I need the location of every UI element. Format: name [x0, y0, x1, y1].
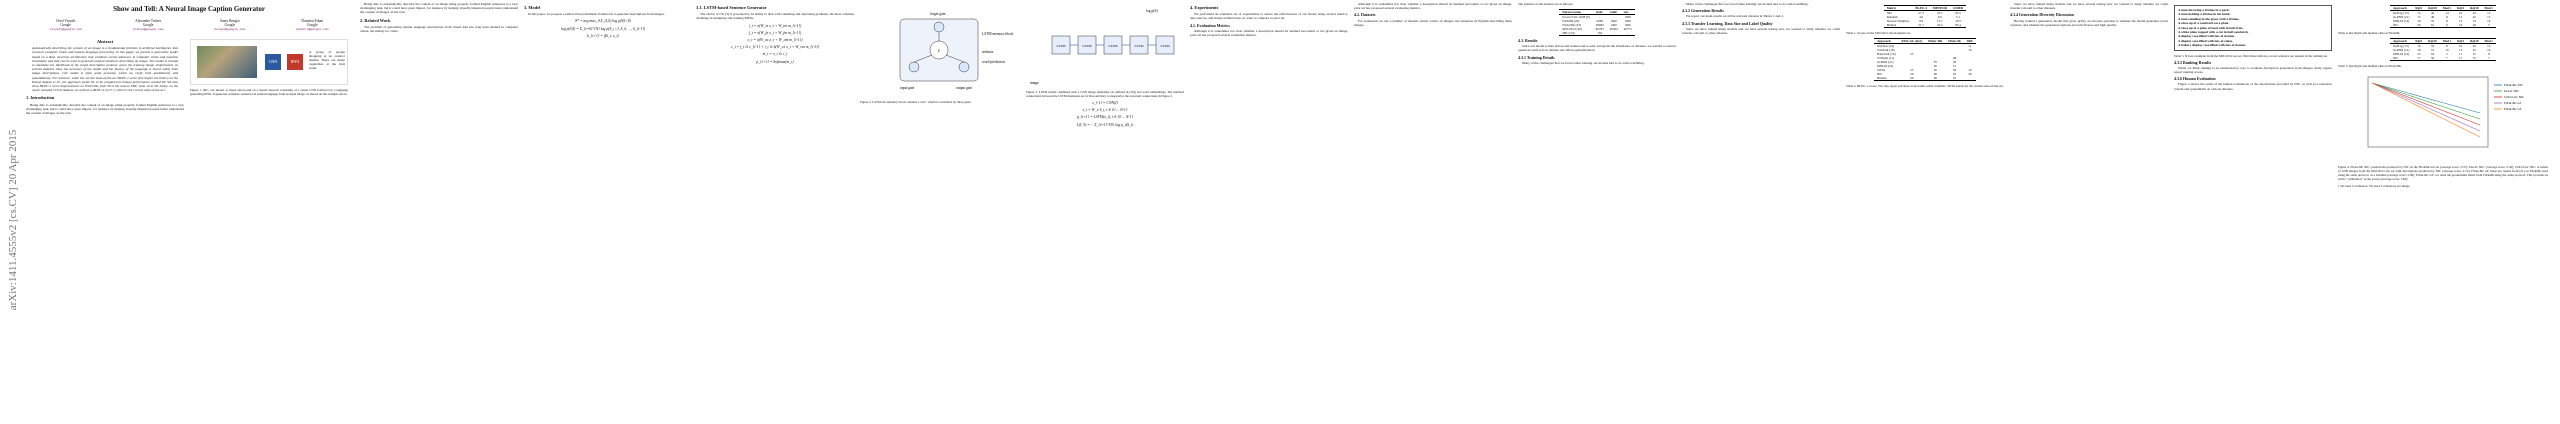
page-8	[2336, 2, 2556, 420]
ranking-f8k-cell: 12	[2459, 15, 2463, 19]
lstm-eq-5: m_t = o_t ⊙ c_t	[762, 52, 788, 57]
nbest-sample-line: A man holding a frisbee in his hand.	[2178, 12, 2231, 17]
lstm-eq-1: i_t = σ(W_ix x_t + W_im m_{t-1})	[748, 23, 802, 28]
page-2-left-column	[360, 2, 518, 35]
bleu1-cell: 70	[1952, 76, 1957, 80]
page-2-right-column	[524, 2, 682, 41]
lstm-box-group	[1052, 36, 1174, 54]
page-3-left-column	[696, 2, 854, 67]
bleu1-cell: 51	[1952, 64, 1957, 68]
bleu1-cell: 56	[1933, 64, 1937, 68]
lstm-diagram-svg	[860, 5, 1018, 97]
paper-title: Show and Tell: A Neural Image Caption Generator	[113, 5, 265, 13]
ranking-f8k-cell: 42	[2472, 15, 2476, 19]
bleu1-cell: 19	[1968, 68, 1972, 72]
ranking-f8k-header-cell: R@10	[2470, 6, 2479, 10]
plot-legend	[2494, 83, 2524, 111]
table-5-caption: Table 5. Recall@k and median rank on Flickr30k.	[2338, 64, 2402, 68]
dataset-cell: 1000	[1610, 19, 1617, 23]
unroll-eq-3: p_{t+1} = LSTM(x_t), t ∈ {0 ... N-1}	[1076, 115, 1134, 120]
dataset-header-cell: train	[1595, 10, 1603, 14]
page-1	[24, 2, 354, 420]
ranking-flickr8k-table	[2390, 5, 2496, 28]
ranking-f8k-cell: 18	[2417, 19, 2421, 23]
equation-1: θ* = arg max_θ Σ_(I,S) log p(S|I; θ)	[575, 19, 631, 24]
abstract-heading: Abstract	[96, 39, 114, 44]
dataset-cell: 1000	[1624, 23, 1631, 27]
human-eval-paragraph: Figure 4 shows the result of the human evaluations of the descriptions provided by NIC, as well as a reference system and groundtruth on various datasets.	[2174, 82, 2332, 91]
generation-heading: 4.3.2 Generation Results	[1682, 8, 1724, 14]
ranking-f30k-cell: 18	[2417, 48, 2421, 52]
ranking-flickr30k-table	[2390, 38, 2496, 61]
generation-paragraph: We report our main results on all the relevant datasets in Tables 1 and 2.	[1686, 14, 1784, 19]
lstm-eq-2: f_t = σ(W_fx x_t + W_fm m_{t-1})	[748, 30, 802, 35]
bleu1-cell: 55	[1933, 60, 1937, 64]
coco-cell: 36.5	[1955, 19, 1961, 23]
experiments-paragraph: We performed an extensive set of experiments to assess the effectiveness of our model using several metrics, data sources, and model architectures, in order to compare to prior art.	[1190, 12, 1348, 21]
ranking-f8k-cell: 64	[2472, 23, 2476, 27]
arxiv-id: arXiv:1411.4555v2 [cs.CV] 20 Apr 2015	[7, 129, 19, 311]
model-heading: 3. Model	[524, 5, 541, 10]
ranking-f8k-cell: 15	[2487, 11, 2491, 15]
datasets-paragraph: For evaluation we use a number of datasets which consist of images and sentences in English describing these images.	[1354, 18, 1512, 27]
ranking-f8k-row	[2390, 23, 2496, 28]
ranking-f30k-cell: 51	[2430, 48, 2435, 52]
ranking-f30k-cell: 55	[2430, 44, 2435, 48]
lstm-eq-6: p_{t+1} = Softmax(m_t)	[756, 59, 794, 64]
dataset-table-header	[1559, 10, 1634, 15]
logprob-label: log p(S)	[1146, 9, 1158, 13]
page-7-left-column	[2010, 2, 2168, 29]
human-eval-heading: 4.3.6 Human Evaluation	[2174, 76, 2216, 82]
ranking-f8k-cell: 19	[2459, 23, 2463, 27]
ranking-f30k-header-cell: R@1	[2457, 39, 2465, 43]
bleu1-header-cell: PASCAL (xfer)	[1901, 39, 1923, 43]
bleu1-cell: 25	[1910, 52, 1914, 56]
coco-cell: 25.2	[1937, 23, 1943, 27]
unrolled-lstm-svg	[1026, 4, 1184, 88]
ranking-f30k-cell: 10	[2459, 44, 2463, 48]
coco-cell: 15.7	[1937, 19, 1943, 23]
page-5-left-column	[1354, 2, 1512, 29]
language-rnn-block: RNN	[287, 54, 303, 70]
coco-scores-table	[1884, 5, 1966, 28]
ranking-f30k-row	[2390, 56, 2496, 61]
intro-paragraph: Being able to automatically describe the content of an image using properly formed English sentences is a very challenging task, but it could have great impact, for instance by helping visually impaired people better understand the content of images on the web.	[26, 102, 184, 116]
results-heading: 4.3. Results	[1518, 38, 1538, 43]
coco-cell: Random	[1886, 15, 1898, 19]
ranking-f30k-cell: 45	[2472, 44, 2476, 48]
dataset-table-intro: The statistics of the datasets are as follows:	[1518, 2, 1574, 6]
figure-2-caption: Figure 2. LSTM: the memory block contains a cell c which is controlled by three gates.	[860, 100, 972, 104]
results-paragraph: Since our model is data driven and trained end-to-end, and given the abundance of datasets, we wanted to answer questions such as how dataset size affects generalization.	[1518, 44, 1676, 53]
ranking-f30k-header-cell: R@10	[2470, 39, 2479, 43]
dataset-cell: -	[1599, 15, 1601, 19]
equation-3: h_{t+1} = f(h_t, x_t)	[587, 33, 619, 38]
ranking-f8k-cell: 55	[2430, 19, 2435, 23]
ranking-f30k-cell: MNLM [14]	[2393, 52, 2410, 56]
bleu1-cell: m-RNN [21]	[1877, 60, 1894, 64]
ranking-f30k-cell: 7	[2446, 56, 2448, 60]
ranking-f30k-cell: 8	[2487, 52, 2490, 56]
figure-4-human-eval-plot	[2338, 71, 2548, 163]
ranking-f30k-cell: 23	[2417, 52, 2421, 56]
ranking-f8k-cell: NIC	[2393, 23, 2399, 27]
bleu1-cell: TreeTalk [18]	[1877, 48, 1895, 52]
ranking-heading: 4.3.5 Ranking Results	[2174, 59, 2212, 65]
nbest-sample-line: A white plate topped with a cut in half sandwich.	[2178, 30, 2249, 35]
ranking-f30k-cell: 17	[2417, 56, 2421, 60]
author-1: Oriol Vinyals Google vinyals@google.com	[49, 19, 82, 31]
coco-header-cell: CIDER	[1952, 6, 1964, 10]
page-3-right-column	[860, 2, 1018, 107]
bleu1-header-cell: SBU	[1966, 39, 1973, 43]
dataset-cell: Flickr30k [33]	[1562, 23, 1581, 27]
related-paragraph: The problem of generating natural language descriptions from visual data has long been studied in computer vision, but mainly for video.	[360, 24, 518, 34]
ranking-f8k-cell: 5	[2487, 23, 2490, 27]
ranking-f8k-cell: 61	[2430, 23, 2435, 27]
ranking-f8k-cell: 8	[2446, 19, 2448, 23]
figure-4-caption: Figure 4. Flickr-8k: NIC: predictions produced by NIC on the Flickr8k test set (average score: 2.37); Pascal: NIC: (average score: 2.45); COCO-1k: NIC: A subset of 1000 images from the MSCOCO test set with descriptions produced by NIC (average score: 2.72); Flickr-8k: ref: these are results from [21] on Flickr8k rated using the same protocol, as a baseline (average score: 2.08); Flickr-8k: GT: we rated the groundtruth labels from Flickr8k using the same protocol. This provides us with a "calibration" of the scores (average score: 3.89)	[2338, 165, 2548, 181]
bleu1-table	[1874, 38, 1976, 81]
nbest-sample-line: A close up of a plate of food with french fries.	[2178, 25, 2244, 30]
bleu1-cell: 58	[1952, 68, 1957, 72]
figure-1	[190, 39, 348, 85]
page-5	[1352, 2, 1676, 420]
bleu1-cell: 68	[1933, 76, 1937, 80]
dataset-cell: 1000	[1624, 15, 1631, 19]
page-1-left-column	[26, 36, 184, 117]
ranking-f30k-cell: DeFrag [13]	[2393, 44, 2409, 48]
coco-cell: 85.4	[1955, 23, 1961, 27]
intro-heading: 1. Introduction	[26, 95, 55, 101]
table-3-caption: Table 3. N-best examples from the MSCOCO test set. Bold lines indicate a novel sentence not present in the training set.	[2174, 53, 2328, 58]
arxiv-stamp	[6, 100, 20, 340]
figure-1-caption: Figure 1. NIC, our model, is based end-to-end on a neural network consisting of a vision CNN followed by a language generating RNN. It generates complete sentences in natural language from an input image, as shown on the example above.	[190, 88, 348, 96]
human-eval-svg	[2338, 71, 2548, 163]
ranking-f8k-header-cell: Med r	[2442, 6, 2452, 10]
page-6	[1680, 2, 2004, 420]
output-gate-label: output gate	[956, 86, 973, 90]
legend-label: Flickr-8k: GT	[2504, 107, 2522, 111]
dataset-cell: 40775	[1623, 27, 1632, 31]
coco-cell: 9.9	[1919, 19, 1924, 23]
ranking-f30k-header-cell: Med r	[2442, 39, 2452, 43]
coco-header-cell: Metric	[1886, 6, 1897, 10]
ranking-f30k-cell: 56	[2430, 56, 2435, 60]
ranking-f30k-cell: m-RNN [21]	[2393, 48, 2410, 52]
coco-cell: Human	[1886, 23, 1897, 27]
ranking-f8k-cell: DeFrag [13]	[2393, 11, 2409, 15]
ranking-f30k-header-cell: Med r	[2484, 39, 2493, 43]
unroll-eq-1: x_{-1} = CNN(I)	[1092, 101, 1118, 105]
bleu1-cell: Im2Text [24]	[1877, 44, 1894, 48]
input-gate-label: input gate	[900, 86, 915, 90]
unroll-eq-2: x_t = W_e S_t, t ∈ {0 ... N-1}	[1082, 108, 1128, 113]
ranking-f30k-header-cell: R@10	[2428, 39, 2437, 43]
ranking-f30k-cell: 17	[2459, 52, 2463, 56]
ranking-f8k-body	[2390, 11, 2496, 28]
bleu1-cell: 11	[1968, 44, 1972, 48]
ranking-f8k-cell: m-RNN [21]	[2393, 15, 2410, 19]
bleu1-cell: 19	[1968, 48, 1972, 52]
figure-3-unrolled-lstm	[1026, 4, 1184, 88]
diversity-paragraph: Having trained a generative model that gives p(S|I), an obvious question is whether the model generates novel captions, and whether the generated captions are both diverse and high quality.	[2010, 18, 2168, 27]
page-2	[358, 2, 688, 420]
ranking-f30k-cell: 13	[2459, 48, 2463, 52]
dataset-cell: 6000	[1596, 19, 1603, 23]
bleu1-cell: 59	[1910, 72, 1914, 76]
footnote: 1 We used 3 evaluators. We used 3 evaluators per image.	[2338, 184, 2411, 188]
ranking-f30k-cell: 63	[2430, 52, 2435, 56]
related-heading: 2. Related Work	[360, 17, 391, 23]
author-3: Samy Bengio Google bengio@google.com	[214, 19, 246, 31]
ranking-f8k-cell: 15	[2487, 15, 2491, 19]
memory-block-label: LSTM memory block	[982, 32, 1014, 36]
author-2: Alexander Toshev Google toshev@google.com	[132, 19, 164, 31]
eval-metrics-heading: 4.1. Evaluation Metrics	[1190, 22, 1230, 28]
bleu1-cell: MNLM [14]	[1877, 64, 1894, 68]
dataset-header-cell: Dataset name	[1562, 10, 1581, 14]
training-paragraph: Many of the challenges that we faced when training our models had to do with overfitting.	[1522, 60, 1645, 65]
forget-gate-label: forget gate	[930, 12, 946, 16]
nbest-sample-line: A display case filled with lots of donuts.	[2178, 34, 2235, 39]
ranking-f30k-cell: 57	[2472, 52, 2476, 56]
abstract-text: Automatically describing the content of an image is a fundamental problem in artificial intelligence that connects computer vision and natural language processing. In this paper, we present a generative model based on a deep recurrent architecture that combines recent advances in computer vision and machine translation and that can be used to generate natural sentences describing an image. The model is trained to maximize the likelihood of the target description sentence given the training image. Experiments on several datasets show the accuracy of the model and the fluency of the language it learns solely from image descriptions. Our model is often quite accurate, which we verify both qualitatively and quantitatively. For instance, while the current state-of-the-art BLEU-1 score (the higher the better) on the Pascal dataset is 25, our approach yields 59, to be compared to human performance around 69. We also show BLEU-1 score improvements on Flickr30k, from 56 to 66, and on SBU, from 19 to 28. Lastly, on the newly released COCO dataset, we achieve a BLEU-4 of 27.7, which is the current state-of-the-art.	[32, 46, 178, 93]
transfer-continued: Since we have trained many models and we have several testing sets, we wanted to study whether we could transfer a model to other datasets.	[2010, 2, 2168, 11]
dataset-cell: 82783	[1595, 27, 1604, 31]
ranking-f8k-cell: 52	[2472, 19, 2476, 23]
training-continued: Many of the challenges that we faced when training our models had to do with overfitting.	[1686, 2, 1809, 6]
ranking-f30k-cell: 10	[2445, 48, 2449, 52]
page-4-left-column	[1026, 2, 1184, 130]
bleu1-cell: 25	[1910, 68, 1914, 72]
bleu1-cell: 56	[1933, 68, 1937, 72]
figure-2-lstm-diagram	[860, 5, 1018, 97]
coco-row	[1884, 23, 1966, 28]
dataset-cell: -	[1627, 31, 1629, 35]
ranking-f8k-header-cell: Approach	[2393, 6, 2407, 10]
intro-continued: Being able to automatically describe the content of an image using properly formed English sentences is a very challenging task, but it could have great impact, for instance by helping visually impaired people better understand the content of images on the web.	[360, 2, 518, 15]
page-6-right-column	[1846, 2, 2004, 91]
coco-cell: 21.7	[1918, 23, 1924, 27]
page-1-right-column	[190, 36, 348, 99]
bleu1-header-cell: Flickr 8k	[1948, 39, 1961, 43]
dataset-cell: 1M	[1597, 31, 1602, 35]
dataset-cell: Flickr8k [26]	[1562, 19, 1580, 23]
ranking-f8k-cell: 15	[2417, 15, 2421, 19]
coco-cell: NIC	[1886, 11, 1893, 15]
ranking-f30k-cell: 13	[2487, 44, 2491, 48]
ranking-f8k-header-cell: R@1	[2457, 6, 2465, 10]
lstm-heading: 3.1. LSTM-based Sentence Generator	[696, 5, 767, 10]
dataset-stats-table	[1559, 9, 1634, 36]
bleu1-cell: 69	[1910, 76, 1914, 80]
word-prediction-label: word prediction	[982, 60, 1005, 64]
ranking-f8k-cell: 11	[2445, 15, 2449, 19]
legend-label: Pascal: NIC	[2504, 89, 2520, 93]
nbest-sample-line: A man throwing a frisbee in a park.	[2178, 8, 2230, 12]
page-6-left-column	[1682, 2, 1840, 37]
nbest-sample-line: A bakery display case filled with lots of donuts.	[2178, 43, 2246, 48]
ranking-f8k-cell: 49	[2430, 15, 2435, 19]
softmax-label: softmax	[982, 50, 994, 54]
coco-cell: 4.6	[1919, 15, 1924, 19]
forget-gate-node	[934, 22, 944, 32]
ranking-f8k-cell: 13	[2459, 19, 2463, 23]
model-paragraph: In this paper, we propose a neural and probabilistic framework to generate descriptions from images.	[528, 12, 665, 17]
lstm-unit-label: LSTM	[1082, 44, 1092, 48]
ranking-f30k-cell: 8	[2446, 44, 2448, 48]
ranking-f8k-cell: MNLM [14]	[2393, 19, 2410, 23]
ranking-f30k-header-cell: Approach	[2393, 39, 2407, 43]
dataset-table-body	[1559, 15, 1634, 36]
ranking-f8k-cell: 44	[2430, 11, 2435, 15]
vision-cnn-block: CNN	[265, 54, 281, 70]
coco-cell: 27.7	[1918, 11, 1924, 15]
ranking-f30k-body	[2390, 44, 2496, 61]
eval-metrics-paragraph: Although it is sometimes not clear whether a description should be deemed successful or not given an image, prior art has proposed several evaluation metrics.	[1190, 28, 1348, 38]
dataset-cell: 40504	[1609, 27, 1618, 31]
dataset-header-cell: test	[1623, 10, 1629, 14]
ranking-f30k-header-cell: R@1	[2415, 39, 2423, 43]
author-list	[24, 19, 354, 32]
page-4	[1024, 2, 1348, 420]
ranking-f30k-cell: 17	[2459, 56, 2463, 60]
ranking-f8k-header-cell: R@10	[2428, 6, 2437, 10]
table-1-caption: Table 1. Scores on the MSCOCO development set.	[1846, 31, 1911, 35]
dataset-cell: MSCOCO [20]	[1562, 27, 1582, 31]
lstm-unit-label: LSTM	[1134, 44, 1144, 48]
ranking-f8k-cell: 20	[2417, 23, 2421, 27]
ranking-f30k-cell: 16	[2417, 44, 2421, 48]
figure-3-caption: Figure 3. LSTM model combined with a CNN image embedder (as defined in [30]) and word embeddings. The unrolled connections between the LSTM memories are in blue and they correspond to the recurrent connections in Figure 2.	[1026, 90, 1184, 98]
bleu1-cell: NIC	[1877, 72, 1883, 76]
nbest-samples-table	[2174, 5, 2332, 51]
figure-1-output-caption: A group of people shopping at an outdoor market. There are many vegetables at the fruit stand.	[309, 50, 345, 70]
dataset-cell: Pascal VOC 2008 [6]	[1562, 15, 1590, 19]
bleu1-cell: BabyTalk [16]	[1877, 52, 1896, 56]
page-7	[2008, 2, 2332, 420]
loss-equation: L(I, S) = − Σ_{t=1}^{N} log p_t(S_t)	[1076, 122, 1134, 127]
legend-label: Flickr-8k: NIC	[2504, 83, 2523, 87]
bleu1-cell: Human	[1877, 76, 1887, 80]
lstm-unit-label: LSTM	[1160, 44, 1170, 48]
output-gate-node	[959, 62, 969, 72]
page-4-right-column	[1190, 2, 1348, 39]
dataset-cell: 28000	[1595, 23, 1604, 27]
ranking-f8k-cell: 14	[2445, 11, 2449, 15]
image-input-label: image	[1030, 81, 1039, 85]
ranking-f8k-header-cell: Med r	[2484, 6, 2493, 10]
table-4-caption: Table 4. Recall@k and median rank on Flickr8k.	[2338, 31, 2401, 35]
bleu1-cell: 28	[1968, 72, 1972, 76]
bleu1-cell: 48	[1952, 56, 1957, 60]
bleu1-cell: 58	[1952, 60, 1957, 64]
bleu1-cell: Tri5Sem [11]	[1877, 56, 1895, 60]
diversity-heading: 4.3.4 Generation Diversity Discussion	[2010, 12, 2074, 18]
input-gate-node	[909, 62, 919, 72]
coco-cell: 23.7	[1937, 11, 1943, 15]
dataset-cell: -	[1613, 31, 1615, 35]
ranking-f8k-cell: 10	[2459, 11, 2463, 15]
coco-header-cell: METEOR	[1932, 6, 1947, 10]
bleu1-header-cell: Approach	[1877, 39, 1891, 43]
training-heading: 4.3.1 Training Details	[1518, 54, 1555, 60]
lstm-unit-label: LSTM	[1056, 44, 1066, 48]
dataset-cell: 1000	[1624, 19, 1631, 23]
nbest-sample-line: A man standing in the grass with a frisbee.	[2178, 16, 2240, 21]
transfer-heading: 4.3.3 Transfer Learning, Data Size and Label Quality	[1682, 20, 1773, 26]
ranking-f8k-cell: 10	[2487, 19, 2491, 23]
table-2-caption: Table 2. BLEU-1 scores. We only report previous work results when available. SOTA stands for the current state-of-the-art.	[1846, 84, 2004, 88]
transfer-paragraph: Since we have trained many models and we have several testing sets, we wanted to study whether we could transfer a model to other datasets.	[1682, 26, 1840, 36]
ranking-f30k-cell: 16	[2487, 48, 2491, 52]
dataset-cell: 1000	[1610, 23, 1617, 27]
bleu1-header-cell: Flickr 30k	[1928, 39, 1943, 43]
dataset-cell: SBU [24]	[1562, 31, 1575, 35]
ranking-f8k-cell: 13	[2417, 11, 2421, 15]
author-4: Dumitru Erhan Google dumitru@google.com	[296, 19, 329, 31]
ranking-f30k-cell: 57	[2472, 56, 2476, 60]
cell-label: c	[937, 49, 941, 54]
lstm-eq-3: o_t = σ(W_ox x_t + W_om m_{t-1})	[747, 38, 803, 43]
ranking-f30k-cell: NIC	[2393, 56, 2399, 60]
bleu1-cell: 63	[1952, 72, 1957, 76]
ranking-f30k-cell: 7	[2487, 56, 2490, 60]
ranking-f30k-cell: 42	[2472, 48, 2476, 52]
dataset-header-cell: valid.	[1609, 10, 1618, 14]
bleu1-row	[1874, 76, 1976, 81]
coco-cell: Nearest Neighbor	[1886, 19, 1910, 23]
coco-table-body	[1884, 11, 1966, 28]
page-7-right-column	[2174, 2, 2332, 93]
ranking-f8k-cell: 6	[2446, 23, 2448, 27]
bleu1-cell	[1964, 76, 1976, 81]
bleu1-cell: 66	[1933, 72, 1937, 76]
experiments-heading: 4. Experiments	[1190, 5, 1219, 10]
ranking-f8k-header-cell: R@1	[2415, 6, 2423, 10]
bleu1-cell: SOTA	[1877, 68, 1886, 72]
page-3	[694, 2, 1020, 420]
coco-cell: 9.0	[1937, 15, 1942, 19]
page-5-right-column	[1518, 2, 1676, 67]
ranking-f30k-cell: 5	[2446, 52, 2448, 56]
dataset-cell: -	[1613, 15, 1615, 19]
dataset-row	[1559, 31, 1634, 36]
bleu1-table-body	[1874, 44, 1976, 81]
datasets-heading: 4.2. Datasets	[1354, 12, 1376, 18]
market-photo	[197, 46, 257, 78]
coco-cell: 85.5	[1955, 11, 1961, 15]
lstm-eq-4: c_t = f_t ⊙ c_{t-1} + i_t ⊙ h(W_cx x_t + W_cm m_{t-1})	[731, 45, 819, 50]
coco-header-cell: BLEU-4	[1915, 6, 1927, 10]
coco-cell: 5.1	[1956, 15, 1961, 19]
nbest-sample-line: A display case filled with lots of cakes.	[2178, 38, 2234, 43]
ranking-paragraph: While we think ranking is an unsatisfactory way to evaluate description generation from images, many papers report ranking scores.	[2174, 65, 2332, 75]
lstm-paragraph: The choice of f in (3) is governed by its ability to deal with vanishing and exploding gradients, the most common challenge in designing and training RNNs.	[696, 12, 854, 21]
lstm-unit-label: LSTM	[1108, 44, 1118, 48]
metrics-continued: Although it is sometimes not clear whether a description should be deemed successful or not given an image, prior art has proposed several evaluation metrics.	[1354, 2, 1512, 11]
legend-label: COCO-1k: NIC	[2504, 95, 2525, 99]
ranking-f8k-cell: 43	[2472, 11, 2476, 15]
legend-label: Flickr-8k: ref	[2504, 101, 2522, 105]
nbest-sample-line: A close up of a sandwich on a plate.	[2178, 21, 2230, 26]
page-8-column	[2338, 2, 2548, 191]
equation-2: log p(S|I) = Σ_{t=0}^{N} log p(S_t | I, S_0, ..., S_{t-1})	[560, 26, 646, 31]
